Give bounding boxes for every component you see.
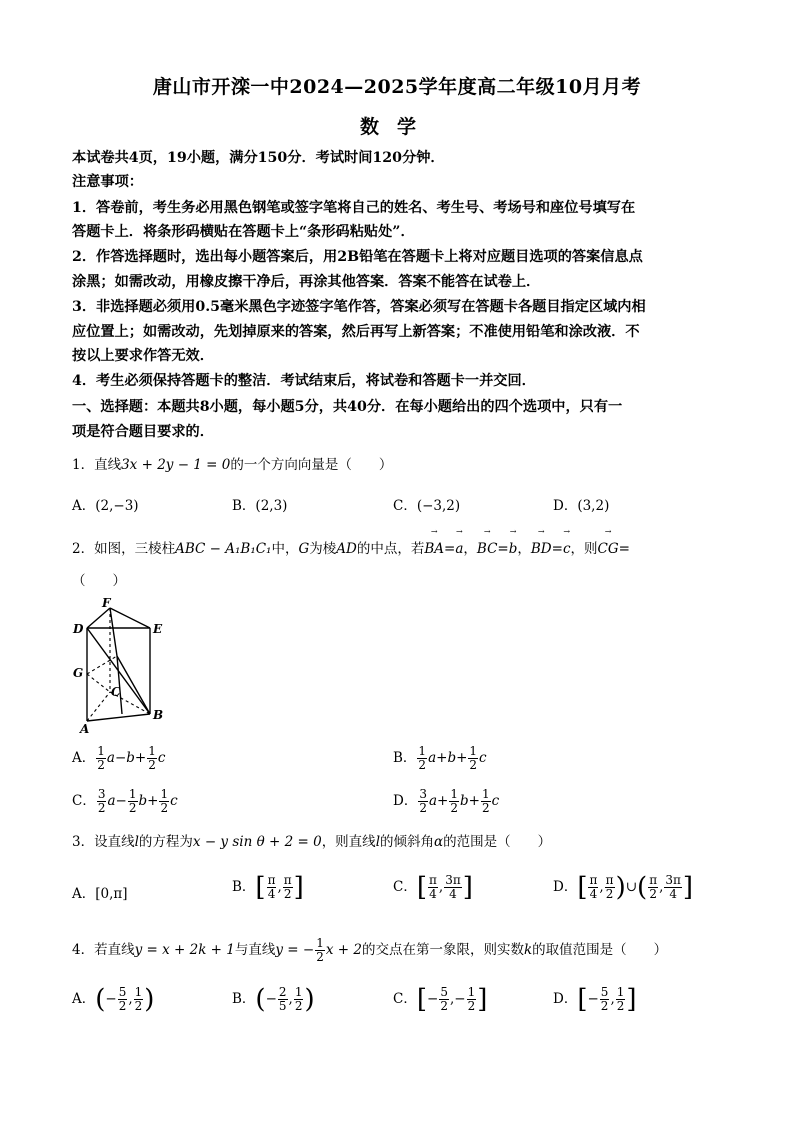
q1-option-c[interactable]: C．(−3,2)	[393, 498, 461, 514]
q1-option-a[interactable]: A．(2,−3)	[72, 498, 139, 514]
vector-a: → a	[455, 527, 464, 557]
label-c: C	[111, 685, 121, 699]
vector-bc: → BC	[476, 527, 498, 557]
label-e: E	[153, 622, 163, 636]
q2-option-b[interactable]: B． $\frac{1}{2}$ a+b+ $\frac{1}{2}$ c	[393, 744, 487, 772]
notice-line-1: 1．答卷前，考生务必用黑色钢笔或签字笔将自己的姓名、考生号、考场号和座位号填写在	[72, 200, 636, 216]
vector-b: → b	[508, 527, 518, 557]
q2-option-a[interactable]: A． $\frac{1}{2}$ a−b+ $\frac{1}{2}$ c	[72, 744, 166, 772]
label-b: B	[153, 708, 164, 722]
exam-intro: 本试卷共4页，19小题，满分150分．考试时间120分钟．	[72, 150, 445, 166]
notice-heading: 注意事项：	[72, 174, 143, 190]
label-g: G	[73, 666, 84, 680]
question-4: 4．若直线y = x + 2k + 1与直线y = − $\frac{1}{2}$ x + 2的交点在第一象限，则实数k的取值范围是（ ）	[72, 936, 668, 964]
vector-cg: → CG	[597, 527, 619, 557]
section1-heading-2: 项是符合题目要求的．	[72, 424, 214, 440]
prism-figure	[70, 596, 170, 736]
q1-equation: 3x + 2y − 1 = 0	[121, 457, 231, 473]
q2-option-d[interactable]: D． $\frac{3}{2}$ a+ $\frac{1}{2}$ b+ $\frac{1}{2}$ c	[393, 787, 500, 815]
section1-heading-1: 一、选择题：本题共8小题，每小题5分，共40分．在每小题给出的四个选项中，只有一	[72, 399, 623, 415]
label-f: F	[102, 596, 111, 610]
q3-option-d[interactable]: D．[ $\frac{\pi}{4}$ , $\frac{\pi}{2}$ )∪( $\frac{\pi}{2}$ , $\frac{3\pi}{4}$ ]	[553, 872, 694, 903]
label-a: A	[80, 722, 90, 736]
q2-answer-blank: （ ）	[72, 573, 126, 589]
subject-title: 数学	[359, 116, 434, 138]
notice-line-2: 答题卡上．将条形码横贴在答题卡上“条形码粘贴处”．	[72, 224, 415, 240]
notice-line-7: 按以上要求作答无效．	[72, 348, 214, 364]
q4-option-a[interactable]: A．(− $\frac{5}{2}$ , $\frac{1}{2}$ )	[72, 984, 155, 1015]
label-d: D	[73, 622, 84, 636]
notice-line-5: 3．非选择题必须用0.5毫米黑色字迹签字笔作答，答案必须写在答题卡各题目指定区域内相	[72, 299, 646, 315]
q4-option-b[interactable]: B．(− $\frac{2}{5}$ , $\frac{1}{2}$ )	[232, 984, 315, 1015]
question-3: 3．设直线l的方程为x − y sin θ + 2 = 0，则直线l的倾斜角α的范围是（ ）	[72, 834, 552, 850]
q3-option-c[interactable]: C．[ $\frac{\pi}{4}$ , $\frac{3\pi}{4}$ ]	[393, 872, 473, 903]
notice-line-4: 涂黑；如需改动，用橡皮擦干净后，再涂其他答案．答案不能答在试卷上．	[72, 274, 541, 290]
q1-suffix: 的一个方向向量是（ ）	[230, 457, 393, 473]
q4-option-c[interactable]: C．[− $\frac{5}{2}$ ,− $\frac{1}{2}$ ]	[393, 984, 488, 1015]
notice-line-3: 2．作答选择题时，选出每小题答案后，用2B铅笔在答题卡上将对应题目选项的答案信息点	[72, 249, 643, 265]
q1-prefix: 1．直线	[72, 457, 122, 473]
q4-option-d[interactable]: D．[− $\frac{5}{2}$ , $\frac{1}{2}$ ]	[553, 984, 637, 1015]
q1-option-d[interactable]: D．(3,2)	[553, 498, 610, 514]
question-2: 2．如图，三棱柱ABC − A₁B₁C₁中，G为棱AD的中点，若 → BA= → a， → BC= → b， → BD= → c，则 → CG=	[72, 538, 630, 560]
notice-line-8: 4．考生必须保持答题卡的整洁．考试结束后，将试卷和答题卡一并交回．	[72, 373, 536, 389]
vector-bd: → BD	[530, 527, 552, 557]
q1-option-b[interactable]: B．(2,3)	[232, 498, 288, 514]
notice-line-6: 应位置上；如需改动，先划掉原来的答案，然后再写上新答案；不准使用铅笔和涂改液．不	[72, 324, 640, 340]
q3-option-b[interactable]: B．[ $\frac{\pi}{4}$ , $\frac{\pi}{2}$ ]	[232, 872, 304, 903]
exam-title: 唐山市开滦一中2024—2025学年度高二年级10月月考	[152, 76, 642, 98]
q3-option-a[interactable]: A．[0,π]	[72, 886, 128, 902]
q2-option-c[interactable]: C． $\frac{3}{2}$ a− $\frac{1}{2}$ b+ $\frac{1}{2}$ c	[72, 787, 178, 815]
vector-c: → c	[562, 527, 571, 557]
question-1	[72, 454, 392, 476]
vector-ba: → BA	[424, 527, 445, 557]
